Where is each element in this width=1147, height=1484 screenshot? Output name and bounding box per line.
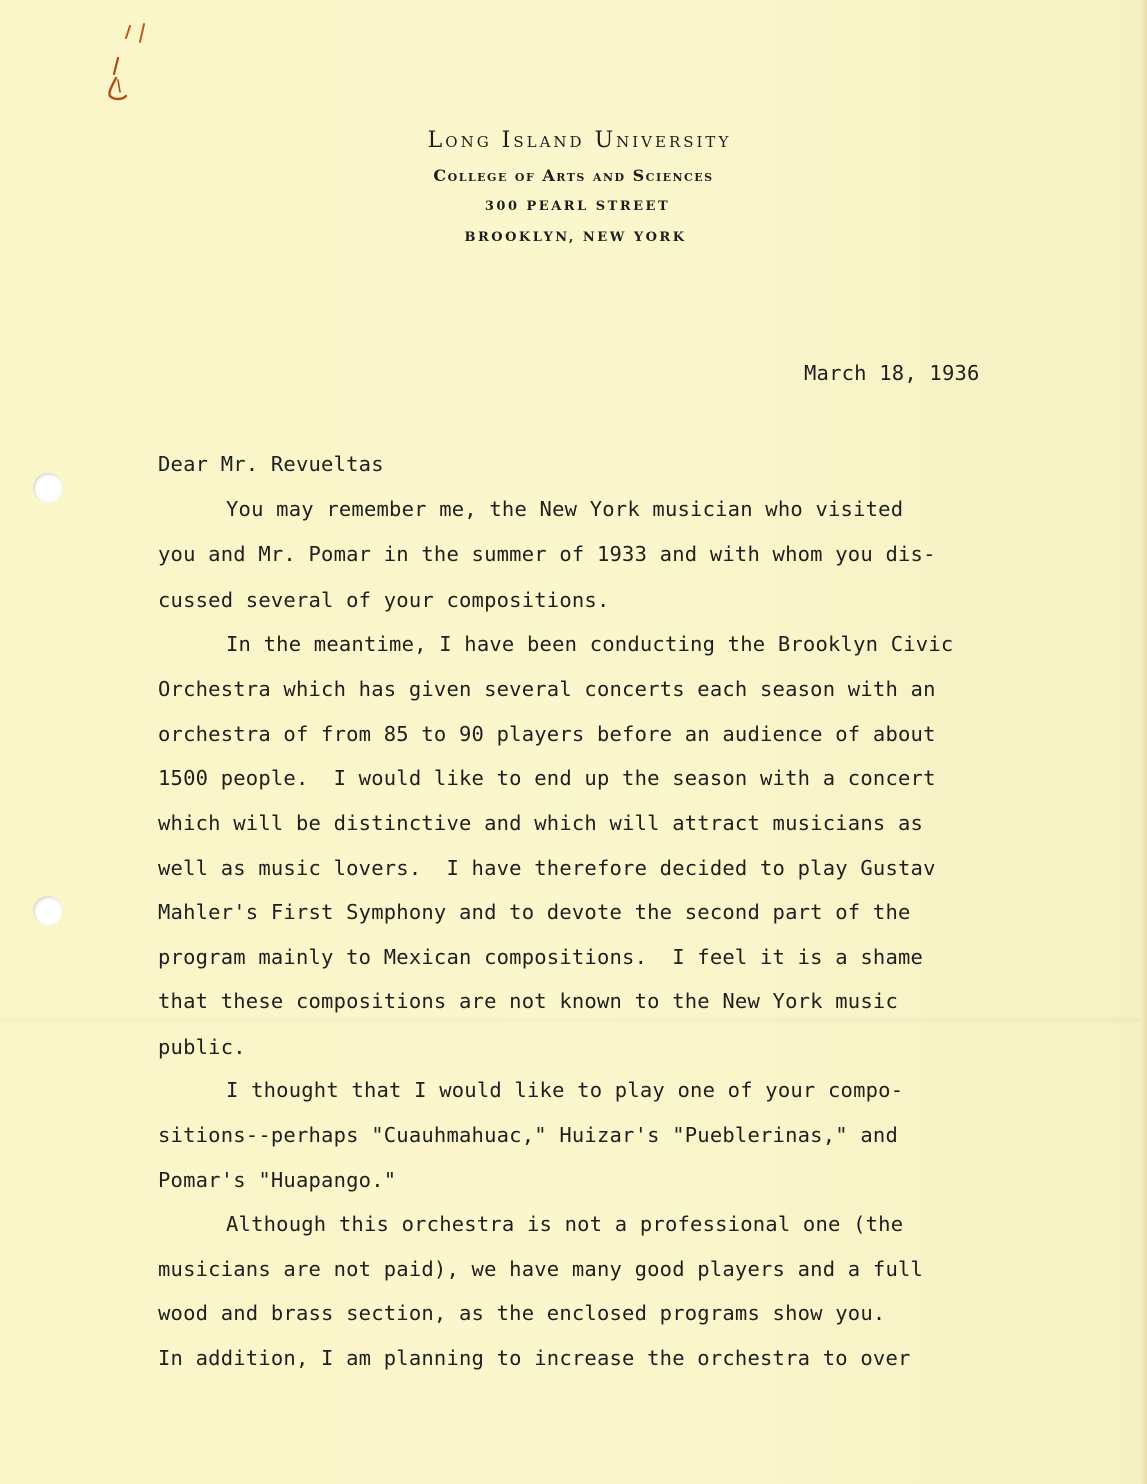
letter-date: March 18, 1936 <box>804 361 980 385</box>
paper-edge <box>1141 0 1147 1484</box>
body-line: Although this orchestra is not a professional one (the <box>226 1212 904 1236</box>
body-line: public. <box>158 1035 246 1059</box>
body-line: I thought that I would like to play one of your compo- <box>226 1078 904 1102</box>
body-line: cussed several of your compositions. <box>158 588 610 612</box>
body-line: You may remember me, the New York musician who visited <box>226 497 904 521</box>
body-line: which will be distinctive and which will attract musicians as <box>158 811 924 835</box>
body-line: you and Mr. Pomar in the summer of 1933 and with whom you dis- <box>158 542 936 566</box>
body-line: musicians are not paid), we have many good players and a full <box>158 1257 924 1281</box>
letterhead-street: 300 PEARL STREET <box>484 199 671 214</box>
body-line: well as music lovers. I have therefore decided to play Gustav <box>158 856 936 880</box>
body-line: sitions--perhaps "Cuauhmahuac," Huizar's "Pueblerinas," and <box>158 1123 898 1147</box>
punch-hole <box>33 896 63 926</box>
body-line: Mahler's First Symphony and to devote the second part of the <box>158 900 911 924</box>
body-line: Orchestra which has given several concerts each season with an <box>158 677 936 701</box>
body-line: wood and brass section, as the enclosed programs show you. <box>158 1301 886 1325</box>
letterhead-city: BROOKLYN, NEW YORK <box>464 230 687 245</box>
body-line: 1500 people. I would like to end up the season with a concert <box>158 766 936 790</box>
body-line: that these compositions are not known to the New York music <box>158 989 898 1013</box>
body-line: orchestra of from 85 to 90 players before an audience of about <box>158 722 936 746</box>
punch-hole <box>33 473 63 503</box>
body-line: Pomar's "Huapango." <box>158 1168 397 1192</box>
handwritten-mark <box>96 22 166 112</box>
body-line: program mainly to Mexican compositions. I feel it is a shame <box>158 945 924 969</box>
letterhead-institution: Long Island University <box>427 128 732 153</box>
body-line: In addition, I am planning to increase the orchestra to over <box>158 1346 911 1370</box>
body-line: In the meantime, I have been conducting the Brooklyn Civic <box>226 632 954 656</box>
salutation: Dear Mr. Revueltas <box>158 452 384 476</box>
letterhead-college: College of Arts and Sciences <box>433 166 714 185</box>
